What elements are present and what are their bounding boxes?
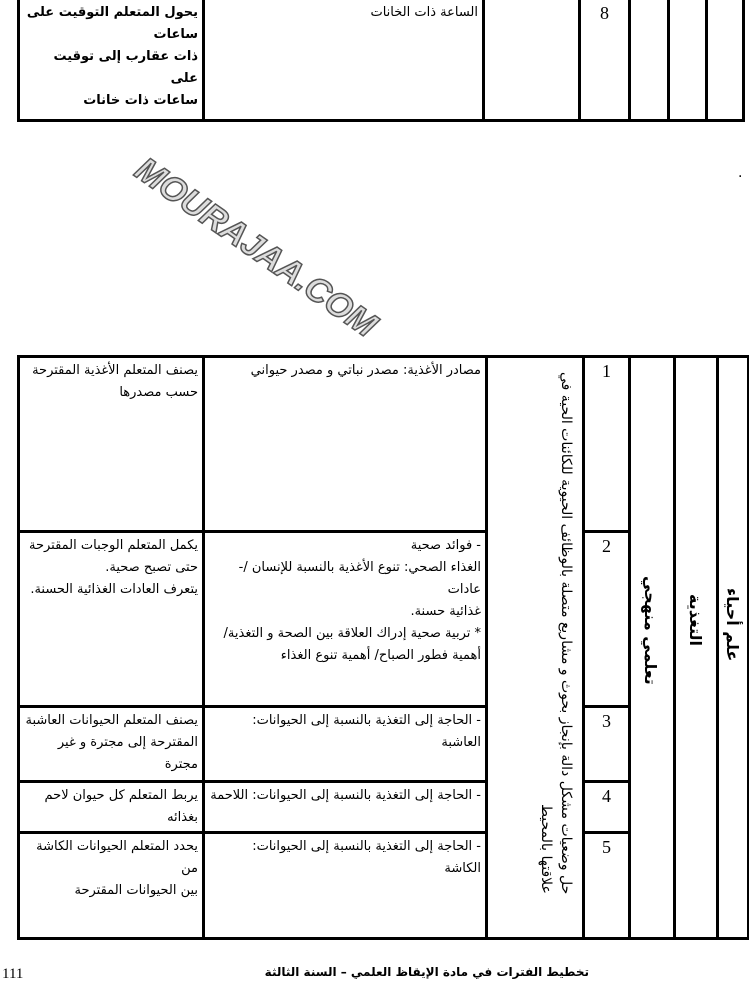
objective-cell: يصنف المتعلم الأغذية المقترحة حسب مصدرها — [19, 357, 204, 532]
vertical-cell-1 — [630, 357, 675, 939]
top-empty-cell — [669, 0, 707, 121]
main-table — [17, 355, 749, 940]
content-cell: مصادر الأغذية: مصدر نباتي و مصدر حيواني — [204, 357, 487, 532]
footer-title: تخطيط الفترات في مادة الإيقاظ العلمي – السنة الثالثة — [264, 965, 589, 979]
top-number-cell: 8 — [580, 0, 630, 121]
content-cell: - الحاجة إلى التغذية بالنسبة إلى الحيوانات: اللاحمة — [204, 782, 487, 833]
vertical-label-1: تعلمي منهجي — [641, 575, 660, 685]
competency-cell — [487, 357, 584, 939]
top-objective-cell: يحول المتعلم التوقيت على ساعات ذات عقارب إلى توقيت على ساعات ذات خانات — [19, 0, 204, 121]
number-cell: 1 — [584, 357, 630, 532]
content-cell: - فوائد صحية الغذاء الصحي: تنوع الأغذية بالنسبة للإنسان /- عادات غذائية حسنة. * تربية صحية إدراك العلاقة بين الصحة و التغذية/ أهمية فطور الصباح/ أهمية تنوع الغذاء — [204, 532, 487, 707]
vertical-label-3: علم أحياء — [723, 588, 742, 662]
competency-text: حل وضعيات مشكل دالة بإنجاز بحوث و مشاريع متصلة بالوظائف الحيوية للكائنات الحية في علاقتها بالمحيط — [538, 371, 574, 894]
objective-cell: يكمل المتعلم الوجبات المقترحة حتى تصبح صحية. يتعرف العادات الغذائية الحسنة. — [19, 532, 204, 707]
vertical-cell-3 — [718, 357, 749, 939]
objective-cell: يحدد المتعلم الحيوانات الكاشة من بين الحيوانات المقترحة — [19, 833, 204, 939]
page-number: 111 — [2, 966, 24, 982]
vertical-cell-2 — [675, 357, 718, 939]
top-empty-cell — [630, 0, 669, 121]
top-empty-cell — [707, 0, 744, 121]
number-cell: 4 — [584, 782, 630, 833]
watermark: MOURAJAA.COM — [128, 150, 384, 345]
top-table — [17, 0, 745, 122]
vertical-label-2: التغذية — [686, 593, 705, 646]
number-cell: 2 — [584, 532, 630, 707]
number-cell: 3 — [584, 707, 630, 782]
top-content-cell: الساعة ذات الخانات — [204, 0, 484, 121]
content-cell: - الحاجة إلى التغذية بالنسبة إلى الحيوانات: الكاشة — [204, 833, 487, 939]
number-cell: 5 — [584, 833, 630, 939]
objective-cell: يصنف المتعلم الحيوانات العاشبة المقترحة إلى مجترة و غير مجترة — [19, 707, 204, 782]
objective-cell: يربط المتعلم كل حيوان لاحم بغذائه — [19, 782, 204, 833]
content-cell: - الحاجة إلى التغذية بالنسبة إلى الحيوانات: العاشبة — [204, 707, 487, 782]
stray-dot: . — [738, 165, 743, 181]
footer — [0, 965, 749, 985]
top-empty-cell — [484, 0, 580, 121]
